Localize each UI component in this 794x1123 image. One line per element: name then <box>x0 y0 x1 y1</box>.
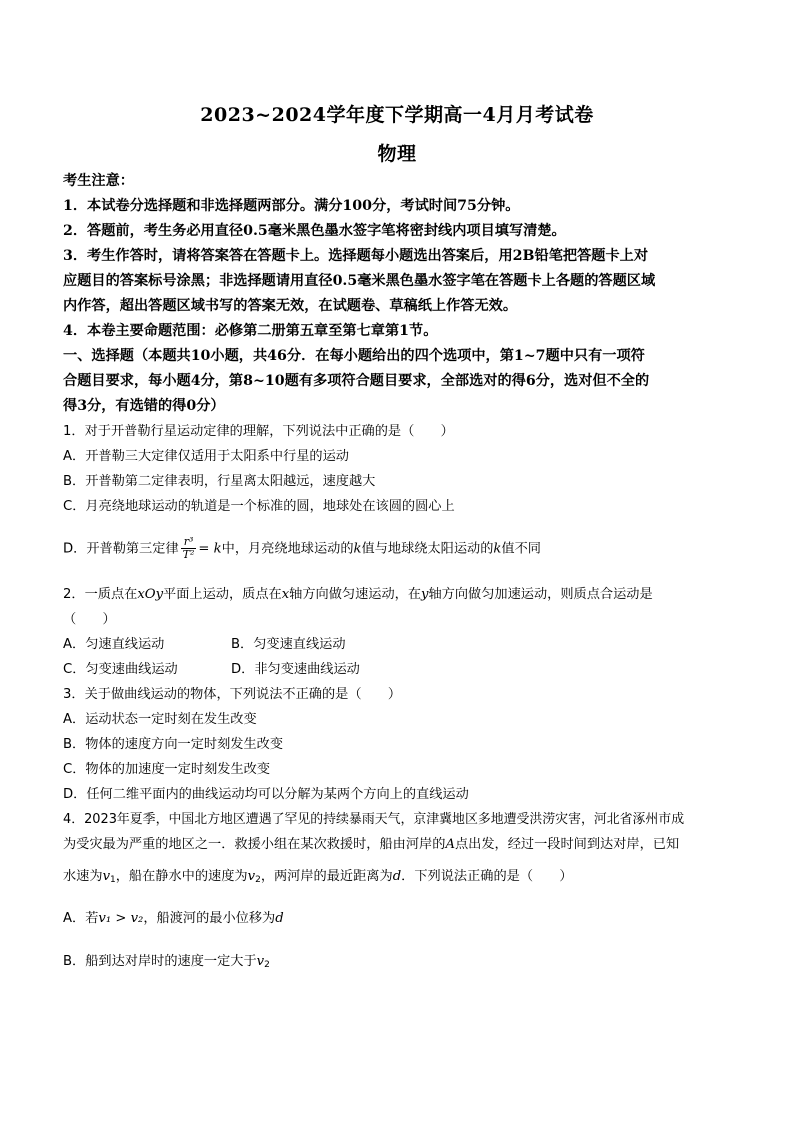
question-1-option-d <box>63 536 739 561</box>
notice-item: 4．本卷主要命题范围：必修第二册第五章至第七章第1节。 <box>63 323 438 339</box>
option-d-mid: 中，月亮绕地球运动的 <box>221 541 354 557</box>
v1-symbol: v <box>102 869 111 884</box>
section-instructions: 一、选择题（本题共10小题，共46分．在每小题给出的四个选项中，第1~7题中只有一项符 <box>63 348 645 364</box>
question-2-option-d: D．非匀变速曲线运动 <box>231 662 360 677</box>
stem-text: 平面上运动，质点在 <box>163 587 282 602</box>
notice-heading: 考生注意： <box>63 173 134 189</box>
v2-symbol: v <box>247 869 256 884</box>
y-symbol: y <box>421 587 429 602</box>
notice-item: 3．考生作答时，请将答案答在答题卡上。选择题每小题选出答案后，用2B铅笔把答题卡上对 <box>63 248 649 264</box>
stem-text: 为受灾最为严重的地区之一．救援小组在某次救援时，船由河岸的 <box>63 837 446 852</box>
kepler-third-law-fraction <box>181 536 197 561</box>
question-1-stem: 1．对于开普勒行星运动定律的理解，下列说法中正确的是（ ） <box>63 424 454 439</box>
question-2-option-c: C．匀变速曲线运动 <box>63 662 178 677</box>
question-2-options-row2 <box>63 661 739 679</box>
stem-text: 轴方向做匀加速运动，则质点合运动是 <box>428 587 653 602</box>
option-d-suffix: 值不同 <box>501 541 541 557</box>
subject-title: 物理 <box>377 143 417 165</box>
point-a-symbol: A <box>445 837 455 852</box>
notice-item: 内作答，超出答题区域书写的答案无效，在试题卷、草稿纸上作答无效。 <box>63 298 518 314</box>
question-1-option-b: B．开普勒第二定律表明，行星离太阳越远，速度越大 <box>63 474 376 489</box>
stem-text: 2．一质点在 <box>63 587 138 602</box>
stem-text: ，船在静水中的速度为 <box>115 869 248 884</box>
stem-text: 点出发，经过一段时间到达对岸，已知 <box>454 837 680 852</box>
question-4-stem-line2 <box>63 836 739 854</box>
question-2-option-b: B．匀变速直线运动 <box>231 637 346 652</box>
question-2-options-row1 <box>63 636 739 654</box>
section-instructions: 合题目要求，每小题4分，第8~10题有多项符合题目要求，全部选对的得6分，选对但不全的 <box>63 373 650 389</box>
option-text: A．若 <box>63 911 99 926</box>
question-1-option-a: A．开普勒三大定律仅适用于太阳系中行星的运动 <box>63 449 349 464</box>
notice-item: 应题目的答案标号涂黑；非选择题请用直径0.5毫米黑色墨水签字笔在答题卡上各题的答题区域 <box>63 273 656 289</box>
fraction-numerator: r³ <box>181 536 197 549</box>
x-symbol: x <box>281 587 290 602</box>
option-d-mid2: 值与地球绕太阳运动的 <box>361 541 494 557</box>
exam-title: 2023~2024学年度下学期高一4月月考试卷 <box>200 104 594 126</box>
question-3-stem: 3．关于做曲线运动的物体，下列说法不正确的是（ ） <box>63 687 402 702</box>
v2-subscript: 2 <box>255 875 261 885</box>
question-2-stem-line2: （ ） <box>63 612 116 627</box>
notice-item: 2．答题前，考生务必用直径0.5毫米黑色墨水签字笔将密封线内项目填写清楚。 <box>63 223 566 239</box>
question-2-stem <box>63 586 739 604</box>
stem-text: ，两河岸的最近距离为 <box>260 869 393 884</box>
option-text: B．船到达对岸时的速度一定大于 <box>63 954 257 969</box>
question-2-option-a: A．匀速直线运动 <box>63 637 165 652</box>
section-instructions: 得3分，有选错的得0分） <box>63 398 225 414</box>
velocity-condition: v₁ > v₂ <box>98 911 144 926</box>
question-4-option-b <box>63 953 739 974</box>
question-3-option-d: D．任何二维平面内的曲线运动均可以分解为某两个方向上的直线运动 <box>63 787 469 802</box>
stem-text: 水速为 <box>63 869 103 884</box>
option-text: ，船渡河的最小位移为 <box>143 911 276 926</box>
v2-symbol: v <box>256 954 265 969</box>
question-1-option-c: C．月亮绕地球运动的轨道是一个标准的圆，地球处在该圆的圆心上 <box>63 499 455 514</box>
stem-text: 轴方向做匀速运动，在 <box>289 587 422 602</box>
v1-subscript: 1 <box>110 875 116 885</box>
equals-k: = k <box>198 541 222 557</box>
d-symbol: d <box>392 869 402 884</box>
k-symbol: k <box>493 541 502 557</box>
question-4-stem-line1: 4．2023年夏季，中国北方地区遭遇了罕见的持续暴雨天气，京津冀地区多地遭受洪涝灾害，河北省涿州市成 <box>63 812 685 827</box>
k-symbol: k <box>353 541 362 557</box>
xoy-symbol: xOy <box>137 587 164 602</box>
question-3-option-b: B．物体的速度方向一定时刻发生改变 <box>63 737 284 752</box>
question-3-option-a: A．运动状态一定时刻在发生改变 <box>63 712 257 727</box>
v2-subscript: 2 <box>264 960 270 970</box>
d-symbol: d <box>275 911 284 926</box>
question-4-stem-line3 <box>63 868 739 889</box>
stem-text: ．下列说法正确的是（ ） <box>401 869 573 884</box>
notice-item: 1．本试卷分选择题和非选择题两部分。满分100分，考试时间75分钟。 <box>63 198 520 214</box>
option-d-prefix: D．开普勒第三定律 <box>63 541 179 557</box>
question-3-option-c: C．物体的加速度一定时刻发生改变 <box>63 762 271 777</box>
question-4-option-a <box>63 910 739 928</box>
fraction-denominator: T² <box>182 548 195 561</box>
